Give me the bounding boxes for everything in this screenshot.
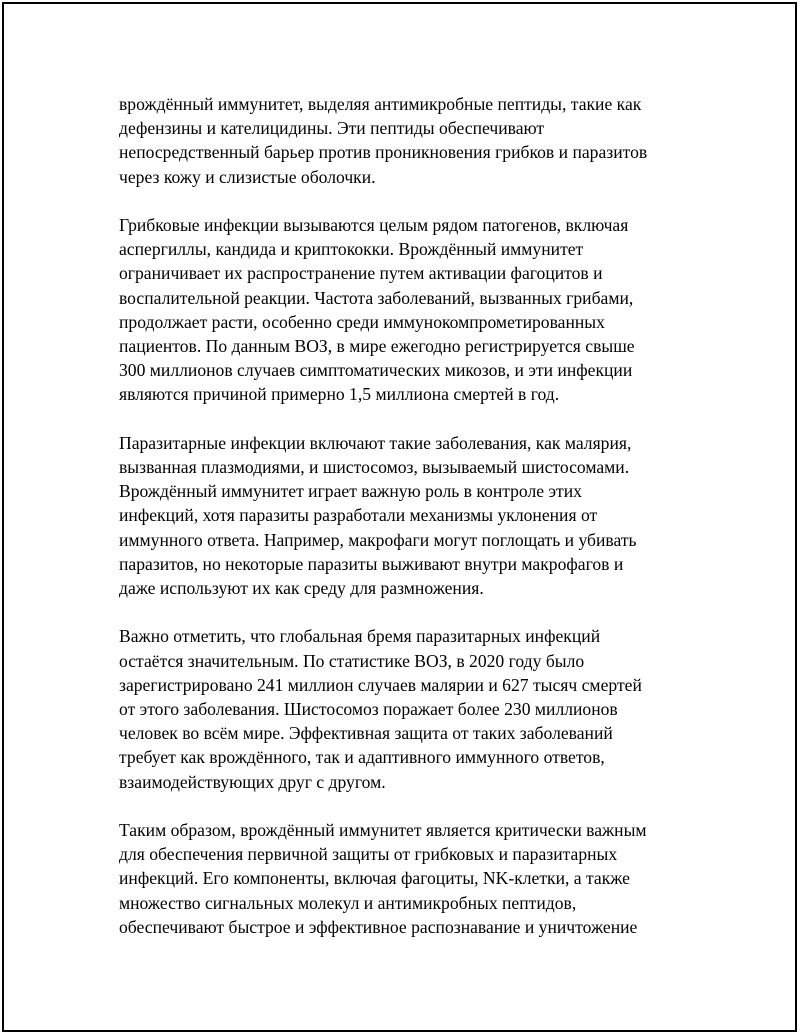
text-line: Важно отметить, что глобальная бремя паразитарных инфекций bbox=[119, 626, 601, 647]
text-line: Врождённый иммунитет играет важную роль в контроле этих bbox=[119, 481, 582, 502]
text-line: зарегистрировано 241 миллион случаев малярии и 627 тысяч смертей bbox=[119, 674, 642, 695]
text-line: пациентов. По данным ВОЗ, в мире ежегодно регистрируется свыше bbox=[119, 336, 635, 357]
text-line: 300 миллионов случаев симптоматических микозов, и эти инфекции bbox=[119, 360, 633, 381]
text-line: продолжает расти, особенно среди иммунокомпрометированных bbox=[119, 311, 605, 332]
paragraph-fungal-infections bbox=[119, 213, 679, 407]
text-line: вызванная плазмодиями, и шистосомоз, вызываемый шистосомами. bbox=[119, 457, 630, 478]
text-line: для обеспечения первичной защиты от грибковых и паразитарных bbox=[119, 844, 618, 865]
paragraph-global-burden bbox=[119, 624, 679, 793]
text-line: обеспечивают быстрое и эффективное распознавание и уничтожение bbox=[119, 916, 638, 937]
text-line: непосредственный барьер против проникновения грибков и паразитов bbox=[119, 142, 648, 163]
text-line: Паразитарные инфекции включают такие заболевания, как малярия, bbox=[119, 432, 632, 453]
text-line: через кожу и слизистые оболочки. bbox=[119, 166, 376, 187]
text-line: даже используют их как среду для размножения. bbox=[119, 578, 484, 599]
text-line: врождённый иммунитет, выделяя антимикробные пептиды, такие как bbox=[119, 94, 642, 114]
text-line: являются причиной примерно 1,5 миллиона смертей в год. bbox=[119, 384, 560, 405]
paragraph-parasitic-infections bbox=[119, 431, 679, 600]
text-line: дефензины и кателицидины. Эти пептиды обеспечивают bbox=[119, 118, 545, 139]
text-line: Грибковые инфекции вызываются целым рядом патогенов, включая bbox=[119, 215, 629, 235]
text-line: множество сигнальных молекул и антимикробных пептидов, bbox=[119, 892, 577, 913]
text-line: иммунного ответа. Например, макрофаги могут поглощать и убивать bbox=[119, 529, 637, 550]
text-line: аспергиллы, кандида и криптококки. Врождённый иммунитет bbox=[119, 239, 584, 260]
paragraph-innate-immunity-peptides bbox=[119, 92, 679, 189]
document-body bbox=[119, 92, 679, 963]
text-line: инфекций. Его компоненты, включая фагоциты, NK-клетки, а также bbox=[119, 868, 630, 889]
text-line: воспалительной реакции. Частота заболеваний, вызванных грибами, bbox=[119, 287, 634, 308]
paragraph-conclusion bbox=[119, 818, 679, 939]
text-line: паразитов, но некоторые паразиты выживают внутри макрофагов и bbox=[119, 553, 624, 574]
text-line: взаимодействующих друг с другом. bbox=[119, 771, 386, 792]
text-line: требует как врождённого, так и адаптивного иммунного ответов, bbox=[119, 747, 605, 768]
text-line: остаётся значительным. По статистике ВОЗ, в 2020 году было bbox=[119, 650, 585, 671]
text-line: Таким образом, врождённый иммунитет является критически важным bbox=[119, 820, 647, 841]
text-line: ограничивает их распространение путем активации фагоцитов и bbox=[119, 263, 603, 284]
text-line: инфекций, хотя паразиты разработали механизмы уклонения от bbox=[119, 505, 598, 526]
text-line: от этого заболевания. Шистосомоз поражает более 230 миллионов bbox=[119, 699, 618, 720]
text-line: человек во всём мире. Эффективная защита от таких заболеваний bbox=[119, 723, 613, 744]
